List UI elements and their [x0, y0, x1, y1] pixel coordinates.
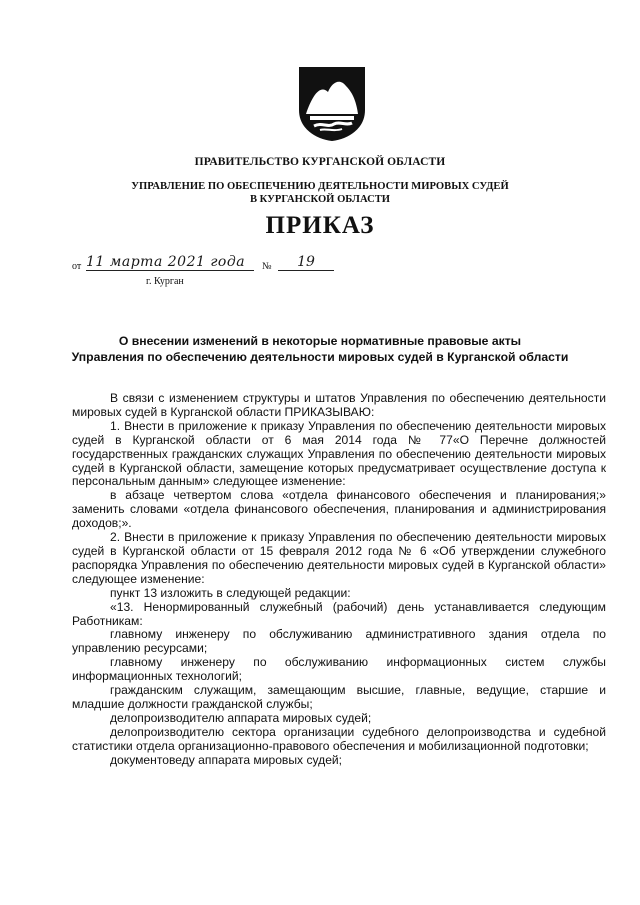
subject-line1: О внесении изменений в некоторые нормативные правовые акты	[118, 334, 522, 348]
order-title: ПРИКАЗ	[265, 212, 375, 239]
number-label: №	[262, 261, 272, 272]
paragraph: делопроизводителю аппарата мировых судей;	[110, 710, 372, 725]
paragraph: главному инженеру по обслуживанию информационных систем службы информационных технологий;	[72, 655, 606, 684]
paragraph: документоведу аппарата мировых судей;	[110, 752, 343, 767]
order-body	[72, 392, 606, 767]
paragraph: пункт 13 изложить в следующей редакции:	[110, 585, 351, 600]
paragraph: «13. Ненормированный служебный (рабочий) день устанавливается следующим Работникам:	[72, 599, 606, 628]
paragraph: гражданским служащим, замещающим высшие, главные, ведущие, старшие и младшие должности гражданской службы;	[72, 683, 606, 711]
department-title-line2: В КУРГАНСКОЙ ОБЛАСТИ	[249, 194, 391, 205]
city-label: г. Курган	[146, 276, 184, 287]
paragraph: главному инженеру по обслуживанию административного здания отдела по управлению ресурсами;	[72, 627, 606, 656]
coat-of-arms-icon	[298, 66, 366, 142]
paragraph: делопроизводителю сектора организации судебного делопроизводства и судебной статистики отдела организационно-правового обеспечения и мобилизационной подготовки;	[72, 724, 606, 753]
paragraph: 2. Внести в приложение к приказу Управления по обеспечению деятельности мировых судей в Курганской области от 15 февраля 2012 года № 6 «Об утверждении служебного распорядка Управления по обеспечению деятельности мировых судей в Курганской области» следующее изменение:	[72, 530, 606, 586]
date-prefix: от	[72, 261, 82, 272]
order-date-handwritten: 11 марта 2021 года	[86, 254, 254, 271]
order-date-row	[72, 256, 352, 276]
department-title	[0, 180, 640, 206]
paragraph: 1. Внести в приложение к приказу Управления по обеспечению деятельности мировых судей в Курганской области от 6 мая 2014 года № 77«О Перечне должностей государственных гражданских служащих Управления по обеспечению деятельности мировых судей в Курганской области, замещение которых предусматривает осуществление доступа к персональным данным» следующее изменение:	[72, 418, 606, 489]
order-number-handwritten: 19	[278, 254, 334, 271]
paragraph: В связи с изменением структуры и штатов Управления по обеспечению деятельности мировых судей в Курганской области ПРИКАЗЫВАЮ:	[72, 391, 606, 419]
paragraph: в абзаце четвертом слова «отдела финансового обеспечения и планирования;» заменить словами «отдела финансового обеспечения, планирования и администрирования доходов;».	[72, 488, 606, 531]
government-title: ПРАВИТЕЛЬСТВО КУРГАНСКОЙ ОБЛАСТИ	[194, 156, 446, 168]
order-subject	[60, 334, 580, 365]
department-title-line1: УПРАВЛЕНИЕ ПО ОБЕСПЕЧЕНИЮ ДЕЯТЕЛЬНОСТИ МИРОВЫХ СУДЕЙ	[131, 181, 509, 192]
subject-line2: Управления по обеспечению деятельности мировых судей в Курганской области	[71, 349, 569, 364]
